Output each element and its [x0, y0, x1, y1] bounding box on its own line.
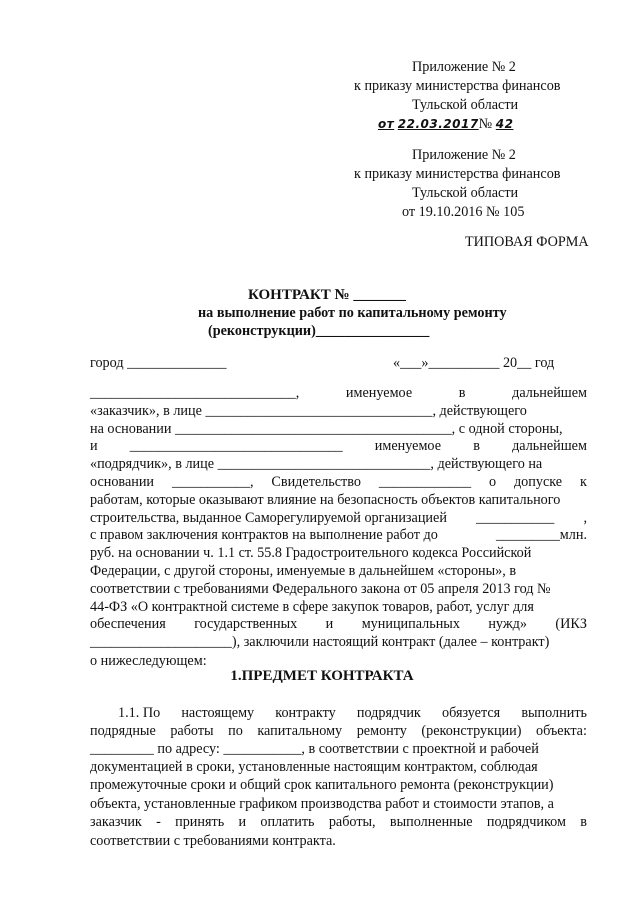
appendix2-line3: Тульской области: [412, 185, 519, 201]
text-segment: нужд»: [488, 616, 527, 633]
text-segment: объекта:: [536, 723, 587, 740]
text-line: [90, 776, 587, 794]
contract-title: КОНТРАКТ № _______: [248, 287, 406, 303]
text-segment: _________млн.: [495, 527, 587, 544]
text-segment: _____________: [378, 474, 472, 490]
city-field: город ______________: [90, 355, 227, 371]
appendix1-line2: к приказу министерства финансов: [354, 78, 561, 94]
text-segment: и: [325, 616, 334, 633]
text-line: [90, 795, 587, 813]
appendix2-line4: от 19.10.2016 № 105: [402, 204, 525, 220]
text-line: [90, 455, 587, 473]
text-segment: обязуется: [441, 705, 501, 721]
text-segment: заказчик: [90, 813, 142, 830]
text-segment: обеспечения: [90, 616, 166, 633]
text-segment: руб. на основании ч. 1.1 ст. 55.8 Градостроительного кодекса Российской: [90, 545, 532, 562]
text-segment: о: [488, 474, 497, 490]
text-segment: капитальному: [257, 723, 343, 740]
text-segment: -: [156, 813, 161, 830]
text-segment: по: [228, 723, 243, 740]
text-segment: работы,: [328, 813, 376, 830]
text-segment: ,: [583, 509, 587, 526]
text-segment: _____________________________,: [90, 385, 300, 401]
text-segment: в: [473, 438, 480, 455]
text-line: [90, 740, 587, 758]
section-title: 1.ПРЕДМЕТ КОНТРАКТА: [230, 668, 414, 684]
appendix1-line3: Тульской области: [412, 97, 519, 113]
text-segment: строительства, выданное Саморегулируемой организацией: [90, 509, 447, 526]
text-segment: (ИКЗ: [555, 616, 587, 633]
text-line: [90, 580, 587, 598]
appendix1-date-line: [378, 115, 513, 133]
text-segment: ___________: [476, 509, 555, 526]
text-line: [90, 509, 587, 527]
handwritten-number: 42: [495, 117, 514, 131]
date-field: «___»__________ 20__ год: [393, 355, 555, 371]
text-segment: подрядные: [90, 723, 156, 740]
text-segment: и: [238, 813, 247, 830]
number-sign: №: [478, 116, 493, 132]
text-line: [90, 437, 587, 455]
text-line: [90, 491, 587, 509]
text-segment: ______________________________: [129, 438, 343, 455]
appendix2-line2: к приказу министерства финансов: [354, 166, 561, 182]
text-segment: работам, которые оказывают влияние на безопасность объектов капитального: [90, 491, 561, 508]
appendix2-line1: Приложение № 2: [412, 147, 516, 163]
text-segment: оплатить: [260, 813, 315, 830]
handwritten-date: 22.03.2017: [397, 117, 479, 131]
text-line: [90, 813, 587, 831]
text-segment: муниципальных: [361, 616, 460, 633]
text-segment: ремонту: [356, 723, 407, 740]
text-segment: допуске: [513, 474, 563, 490]
text-segment: ____________________), заключили настоящий контракт (далее – контракт): [90, 634, 550, 651]
text-segment: и: [90, 438, 98, 455]
text-segment: именуемое: [374, 438, 441, 455]
text-segment: работы: [170, 723, 214, 740]
text-segment: подрядчиком: [486, 813, 566, 830]
text-segment: объекта, установленные графиком производства работ и стоимости этапов, а: [90, 795, 554, 812]
text-segment: дальнейшем: [512, 438, 587, 455]
text-segment: соответствии с требованиями Федерального закона от 05 апреля 2013 год №: [90, 580, 551, 597]
text-segment: на основании _______________________________________, с одной стороны,: [90, 420, 563, 437]
text-line: [90, 526, 587, 544]
section-last-line: соответствии с требованиями контракта.: [90, 833, 336, 849]
text-line: [90, 615, 587, 633]
text-segment: основании: [90, 474, 155, 490]
text-segment: Свидетельство: [271, 474, 361, 490]
text-segment: подрядчик: [356, 705, 421, 721]
text-segment: Федерации, с другой стороны, именуемые в дальнейшем «стороны», в: [90, 563, 517, 579]
text-line: [90, 473, 587, 491]
text-segment: принять: [175, 813, 225, 830]
text-segment: контракту: [275, 705, 336, 721]
text-segment: в: [580, 813, 587, 830]
text-segment: выполненные: [389, 813, 473, 830]
text-segment: _________ по адресу: ___________, в соответствии с проектной и рабочей: [90, 741, 539, 758]
text-line: [90, 633, 587, 651]
text-line: [90, 384, 587, 402]
contract-subtitle: на выполнение работ по капитальному ремонту: [198, 305, 507, 321]
form-label: ТИПОВАЯ ФОРМА: [465, 234, 589, 250]
text-segment: с правом заключения контрактов на выполнение работ до: [90, 527, 438, 544]
text-line: [90, 598, 587, 616]
appendix1-line1: Приложение № 2: [412, 59, 516, 75]
text-line: [90, 544, 587, 562]
text-segment: государственных: [194, 616, 298, 633]
text-line: [90, 420, 587, 438]
text-segment: настоящему: [181, 705, 255, 721]
text-segment: именуемое: [345, 385, 413, 401]
text-segment: дальнейшем: [512, 385, 587, 401]
text-segment: «подрядчик», в лице ______________________________, действующего на: [90, 456, 543, 473]
text-segment: промежуточные сроки и общий срок капитального ремонта (реконструкции): [90, 777, 554, 794]
text-line: [90, 402, 587, 420]
text-segment: в: [458, 385, 466, 401]
preamble-last-line: о нижеследующем:: [90, 653, 207, 669]
contract-subtitle-2: (реконструкции)________________: [208, 323, 430, 339]
text-segment: документацией в сроки, установленные настоящим контрактом, соблюдая: [90, 759, 538, 776]
text-segment: к: [580, 474, 587, 490]
text-segment: 44-ФЗ «О контрактной системе в сфере закупок товаров, работ, услуг для: [90, 598, 534, 615]
text-segment: ___________,: [171, 474, 254, 490]
handwritten-date-prefix: от: [378, 117, 395, 131]
text-segment: «заказчик», в лице ________________________________, действующего: [90, 402, 527, 419]
text-segment: 1.1. По: [118, 705, 161, 721]
text-line: [90, 562, 587, 580]
text-segment: (реконструкции): [421, 723, 522, 740]
text-line: [90, 722, 587, 740]
text-line: [90, 758, 587, 776]
text-line: [118, 704, 587, 722]
text-segment: выполнить: [521, 705, 587, 721]
